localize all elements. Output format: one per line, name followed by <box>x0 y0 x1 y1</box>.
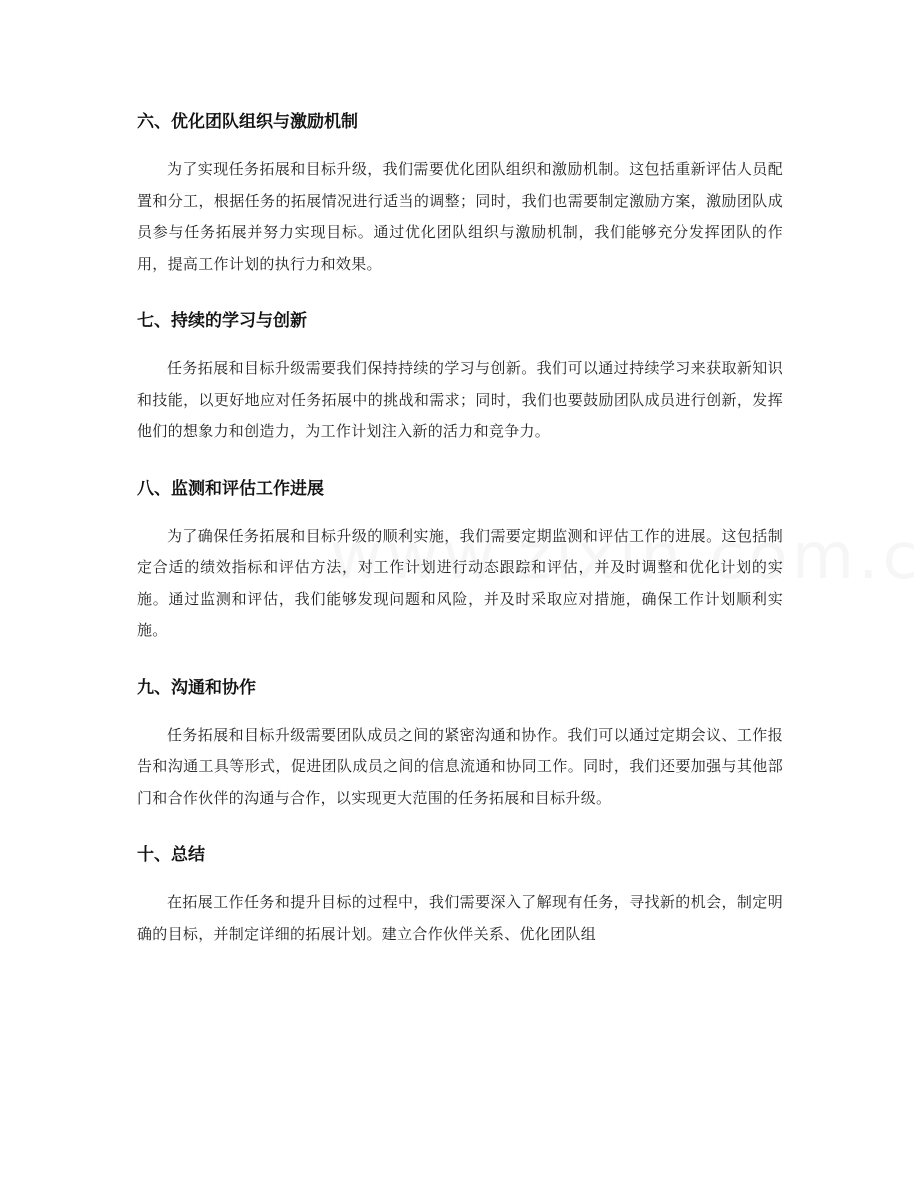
section-heading: 九、沟通和协作 <box>137 677 256 698</box>
section-paragraph: 为了确保任务拓展和目标升级的顺利实施，我们需要定期监测和评估工作的进展。这包括制定合适的绩效指标和评估方法，对工作计划进行动态跟踪和评估，并及时调整和优化计划的实施。通过监测和评估，我们能够发现问题和风险，并及时采取应对措施，确保工作计划顺利实施。 <box>137 526 783 639</box>
section-7 <box>137 303 783 448</box>
section-9 <box>137 670 783 815</box>
section-heading: 七、持续的学习与创新 <box>137 311 307 331</box>
section-heading: 六、优化团队组织与激励机制 <box>137 112 358 132</box>
section-paragraph: 任务拓展和目标升级需要团队成员之间的紧密沟通和协作。我们可以通过定期会议、工作报告和沟通工具等形式，促进团队成员之间的信息流通和协同工作。同时，我们还要加强与其他部门和合作伙伴的沟通与合作，以实现更大范围的任务拓展和目标升级。 <box>137 725 783 807</box>
section-8 <box>137 471 783 647</box>
section-paragraph: 为了实现任务拓展和目标升级，我们需要优化团队组织和激励机制。这包括重新评估人员配置和分工，根据任务的拓展情况进行适当的调整；同时，我们也需要制定激励方案，激励团队成员参与任务拓展并努力实现目标。通过优化团队组织与激励机制，我们能够充分发挥团队的作用，提高工作计划的执行力和效果。 <box>137 160 783 273</box>
section-paragraph: 任务拓展和目标升级需要我们保持持续的学习与创新。我们可以通过持续学习来获取新知识和技能，以更好地应对任务拓展中的挑战和需求；同时，我们也要鼓励团队成员进行创新，发挥他们的想象力和创造力，为工作计划注入新的活力和竞争力。 <box>137 359 783 440</box>
section-6 <box>137 104 783 280</box>
section-10 <box>137 837 783 950</box>
document-content <box>137 104 783 973</box>
section-paragraph: 在拓展工作任务和提升目标的过程中，我们需要深入了解现有任务，寻找新的机会，制定明确的目标，并制定详细的拓展计划。建立合作伙伴关系、优化团队组 <box>137 893 783 943</box>
section-heading: 八、监测和评估工作进展 <box>137 478 324 499</box>
section-heading: 十、总结 <box>137 845 205 865</box>
